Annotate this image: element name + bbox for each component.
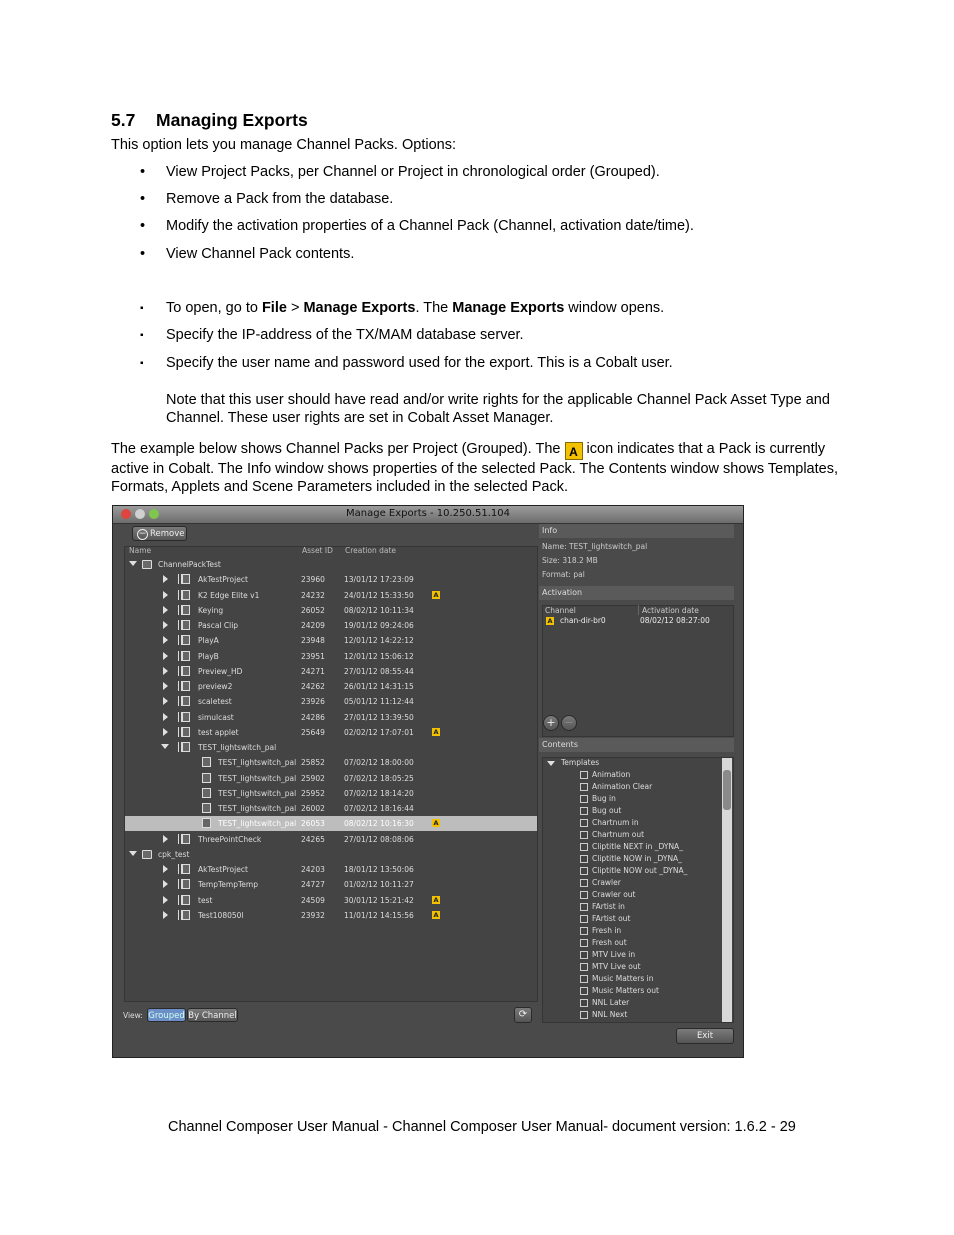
pack-row[interactable] (125, 801, 537, 816)
active-badge-icon: A (433, 819, 439, 828)
pack-name: Keying (198, 605, 224, 615)
template-icon (580, 903, 588, 911)
info-size: Size: 318.2 MB (542, 556, 598, 565)
pack-name: K2 Edge Elite v1 (198, 590, 260, 600)
expand-icon[interactable] (163, 835, 168, 843)
contents-section-header: Contents (539, 738, 734, 752)
expand-icon[interactable] (163, 591, 168, 599)
minus-icon: − (138, 529, 147, 539)
window-title: Manage Exports - 10.250.51.104 (346, 508, 510, 519)
template-item[interactable]: Cliptitle NOW out _DYNA_ (592, 866, 687, 875)
template-icon (580, 1011, 588, 1019)
section-title: Managing Exports (156, 110, 308, 130)
pack-name: TEST_lightswitch_pal (218, 788, 297, 798)
pack-row[interactable] (125, 771, 537, 786)
example-paragraph: The example below shows Channel Packs per Project (Grouped). The A icon indicates that a Pack is currently active in Cobalt. The Info window shows properties of the selected Pack. The Contents window shows Templates, Formats, Applets and Scene Parameters included in the selected Pack. (111, 441, 838, 495)
expand-icon[interactable] (163, 652, 168, 660)
pack-name: TempTempTemp (198, 880, 258, 890)
pack-date: 26/01/12 14:31:15 (344, 682, 414, 691)
project-icon (181, 681, 190, 691)
project-icon (181, 712, 190, 722)
template-item[interactable]: Crawler out (592, 890, 636, 899)
project-icon (181, 635, 190, 645)
template-item[interactable]: MTV Live out (592, 962, 641, 971)
templates-folder[interactable]: Templates (561, 758, 600, 767)
expand-icon[interactable] (163, 636, 168, 644)
project-icon (181, 696, 190, 706)
template-item[interactable]: Chartnum out (592, 830, 644, 839)
contents-tree[interactable] (542, 757, 734, 1023)
template-icon (580, 879, 588, 887)
project-icon (181, 864, 190, 874)
option-item: • Remove a Pack from the database. (140, 191, 394, 207)
by-channel-toggle[interactable]: By Channel (187, 1008, 238, 1022)
pack-date: 12/01/12 15:06:12 (344, 651, 414, 661)
pack-row[interactable] (125, 588, 537, 603)
pack-name: TEST_lightswitch_pal (218, 758, 297, 768)
pack-asset-id: 24232 (301, 590, 325, 600)
refresh-icon[interactable]: ⟳ (514, 1007, 532, 1023)
template-item[interactable]: Cliptitle NEXT in _DYNA_ (592, 842, 683, 851)
pack-name: TEST_lightswitch_pal (198, 743, 277, 752)
pack-name: PlayA (198, 636, 219, 646)
grouped-toggle[interactable]: Grouped (147, 1008, 186, 1022)
window-titlebar (113, 506, 743, 524)
template-icon (580, 795, 588, 803)
pack-asset-id: 25649 (301, 727, 325, 737)
creation-date-column-header[interactable]: Creation date (345, 546, 397, 555)
pack-name: AkTestProject (198, 865, 248, 874)
pack-date: 12/01/12 14:22:12 (344, 636, 414, 646)
pack-asset-id: 24209 (301, 621, 325, 630)
template-icon (580, 771, 588, 779)
pack-asset-id: 24286 (301, 712, 325, 722)
expand-icon[interactable] (163, 682, 168, 690)
manage-exports-window (112, 505, 744, 1058)
activation-date[interactable]: 08/02/12 08:27:00 (640, 616, 710, 625)
active-pack-icon: A (565, 442, 583, 460)
collapse-icon[interactable] (129, 561, 137, 566)
pack-asset-id: 24271 (301, 666, 325, 676)
option-item: • Modify the activation properties of a Channel Pack (Channel, activation date/time). (140, 218, 694, 234)
pack-row[interactable] (125, 832, 537, 847)
pack-row[interactable] (125, 572, 537, 587)
project-icon (202, 757, 211, 767)
expand-icon[interactable] (163, 697, 168, 705)
pack-date: 05/01/12 11:12:44 (344, 697, 414, 707)
pack-row[interactable] (125, 755, 537, 770)
pack-row[interactable] (125, 633, 537, 648)
expand-icon[interactable] (163, 880, 168, 888)
template-icon (580, 855, 588, 863)
remove-button[interactable]: − Remove (132, 526, 187, 541)
activation-section-header: Activation (539, 586, 734, 600)
pack-row[interactable] (125, 618, 537, 633)
active-badge-icon: A (433, 895, 439, 904)
pack-row[interactable] (125, 908, 537, 923)
step-item: ▪ Specify the IP-address of the TX/MAM database server. (140, 327, 524, 343)
pack-date: 27/01/12 08:08:06 (344, 834, 414, 844)
pack-name: PlayB (198, 651, 219, 661)
template-icon (580, 999, 588, 1007)
pack-date: 08/02/12 10:16:30 (344, 819, 414, 829)
project-icon (181, 651, 190, 661)
pack-date: 27/01/12 08:55:44 (344, 666, 414, 676)
pack-name: cpk_test (158, 849, 190, 859)
expand-icon[interactable] (163, 575, 168, 583)
template-icon (580, 927, 588, 935)
template-item[interactable]: Fresh in (592, 926, 621, 935)
pack-asset-id: 24727 (301, 880, 325, 890)
template-item[interactable]: Chartnum in (592, 818, 639, 827)
pack-row[interactable] (125, 649, 537, 664)
pack-date: 27/01/12 13:39:50 (344, 712, 414, 722)
info-name: Name: TEST_lightswitch_pal (542, 542, 648, 551)
pack-row[interactable] (125, 862, 537, 877)
expand-icon[interactable] (163, 606, 168, 614)
project-icon (181, 742, 190, 752)
add-activation-button[interactable]: + (543, 715, 559, 731)
package-icon (142, 850, 152, 859)
template-icon (580, 783, 588, 791)
pack-asset-id: 25952 (301, 788, 325, 798)
project-icon (181, 605, 190, 615)
pack-asset-id: 26002 (301, 804, 325, 813)
template-item[interactable]: NNL Later (592, 998, 629, 1007)
pack-date: 24/01/12 15:33:50 (344, 590, 414, 600)
collapse-icon[interactable] (129, 851, 137, 856)
template-item[interactable]: Bug in (592, 794, 616, 803)
pack-row[interactable] (125, 679, 537, 694)
note-text: Note that this user should have read and/or write rights for the applicable Channel Pack Asset Type and Channel. These user rights are set in Cobalt Asset Manager. (166, 392, 830, 426)
pack-name: TEST_lightswitch_pal (218, 819, 297, 829)
section-heading (111, 110, 308, 131)
template-item[interactable]: Animation Clear (592, 782, 652, 791)
active-badge-icon: A (547, 617, 553, 625)
pack-asset-id: 23960 (301, 575, 325, 585)
activation-channel-header[interactable]: Channel (545, 606, 576, 615)
pack-name: test applet (198, 727, 239, 737)
project-icon (181, 727, 190, 737)
pack-asset-id: 23948 (301, 636, 325, 646)
pack-name: TEST_lightswitch_pal (218, 804, 297, 813)
expand-icon[interactable] (163, 621, 168, 629)
pack-date: 08/02/12 10:11:34 (344, 605, 414, 615)
pack-asset-id: 24265 (301, 834, 325, 844)
scrollbar-thumb[interactable] (723, 770, 731, 810)
exit-button[interactable]: Exit (676, 1028, 734, 1044)
template-icon (580, 939, 588, 947)
pack-row[interactable] (125, 877, 537, 892)
pack-date: 19/01/12 09:24:06 (344, 621, 414, 630)
pack-date: 07/02/12 18:14:20 (344, 788, 414, 798)
pack-asset-id: 23926 (301, 697, 325, 707)
project-icon (181, 895, 190, 905)
expand-icon[interactable] (163, 667, 168, 675)
pack-asset-id: 25852 (301, 758, 325, 768)
project-icon (181, 590, 190, 600)
template-icon (580, 819, 588, 827)
pack-name: preview2 (198, 682, 233, 691)
pack-date: 13/01/12 17:23:09 (344, 575, 414, 585)
template-icon (580, 987, 588, 995)
templates-expand-icon[interactable] (547, 761, 555, 766)
pack-row[interactable] (125, 603, 537, 618)
pack-asset-id: 23951 (301, 651, 325, 661)
template-icon (580, 963, 588, 971)
expand-icon[interactable] (163, 728, 168, 736)
pack-row[interactable] (125, 847, 537, 862)
collapse-icon[interactable] (161, 744, 169, 749)
activation-channel[interactable]: chan-dir-br0 (560, 616, 606, 625)
project-icon (181, 910, 190, 920)
pack-date: 02/02/12 17:07:01 (344, 727, 414, 737)
pack-date: 30/01/12 15:21:42 (344, 895, 414, 905)
project-icon (181, 574, 190, 584)
step-item: ▪ To open, go to File > Manage Exports. The Manage Exports window opens. (140, 300, 665, 316)
pack-row[interactable] (125, 710, 537, 725)
pack-name: scaletest (198, 697, 232, 707)
pack-date: 01/02/12 10:11:27 (344, 880, 414, 890)
pack-row[interactable] (125, 740, 537, 755)
template-item[interactable]: FArtist out (592, 914, 630, 923)
pack-asset-id: 24509 (301, 895, 325, 905)
pack-name: Preview_HD (198, 666, 243, 676)
step-item: ▪ Specify the user name and password used for the export. This is a Cobalt user. (140, 355, 673, 371)
project-icon (181, 620, 190, 630)
name-column-header[interactable]: Name (129, 546, 152, 555)
pack-asset-id: 23932 (301, 910, 325, 920)
info-section-header: Info (539, 524, 734, 538)
pack-name: TEST_lightswitch_pal (218, 773, 297, 783)
package-icon (142, 560, 152, 569)
expand-icon[interactable] (163, 713, 168, 721)
pack-row[interactable] (125, 664, 537, 679)
pack-row[interactable] (125, 786, 537, 801)
pack-row[interactable] (125, 893, 537, 908)
template-item[interactable]: MTV Live in (592, 950, 635, 959)
active-badge-icon: A (433, 910, 439, 919)
project-icon (202, 788, 211, 798)
view-label: View: (123, 1011, 143, 1020)
template-icon (580, 867, 588, 875)
active-badge-icon: A (433, 590, 439, 599)
pack-date: 18/01/12 13:50:06 (344, 865, 414, 874)
template-icon (580, 915, 588, 923)
pack-name: Test108050l (198, 910, 244, 920)
page-footer: Channel Composer User Manual - Channel Composer User Manual- document version: 1.6.2 - 29 (168, 1119, 796, 1135)
template-item[interactable]: Bug out (592, 806, 621, 815)
pack-date: 07/02/12 18:00:00 (344, 758, 414, 768)
project-icon (181, 666, 190, 676)
template-icon (580, 891, 588, 899)
active-badge-icon: A (433, 727, 439, 736)
pack-name: simulcast (198, 712, 234, 722)
project-icon (202, 818, 211, 828)
project-icon (202, 803, 211, 813)
template-icon (580, 831, 588, 839)
section-number: 5.7 (111, 110, 136, 130)
pack-date: 07/02/12 18:16:44 (344, 804, 414, 813)
pack-asset-id: 24203 (301, 865, 325, 874)
template-item[interactable]: Music Matters in (592, 974, 654, 983)
pack-date: 11/01/12 14:15:56 (344, 910, 414, 920)
template-icon (580, 951, 588, 959)
expand-icon[interactable] (163, 911, 168, 919)
info-format: Format: pal (542, 570, 585, 579)
project-icon (181, 879, 190, 889)
template-item[interactable]: Music Matters out (592, 986, 659, 995)
pack-name: ThreePointCheck (198, 834, 262, 844)
contents-scrollbar[interactable] (722, 758, 732, 1022)
pack-asset-id: 25902 (301, 773, 325, 783)
activation-date-header[interactable]: Activation date (642, 606, 699, 615)
template-item[interactable]: Animation (592, 770, 630, 779)
remove-activation-button[interactable]: − (561, 715, 577, 731)
template-icon (580, 843, 588, 851)
template-icon (580, 975, 588, 983)
pack-date: 07/02/12 18:05:25 (344, 773, 414, 783)
template-item[interactable]: FArtist in (592, 902, 625, 911)
pack-asset-id: 26053 (301, 819, 325, 829)
intro-text: This option lets you manage Channel Packs. Options: (111, 137, 456, 153)
template-item[interactable]: Crawler (592, 878, 621, 887)
pack-name: Pascal Clip (198, 621, 239, 630)
expand-icon[interactable] (163, 896, 168, 904)
pack-asset-id: 24262 (301, 682, 325, 691)
pack-row[interactable] (125, 557, 537, 572)
template-item[interactable]: NNL Next (592, 1010, 627, 1019)
option-item: • View Project Packs, per Channel or Project in chronological order (Grouped). (140, 164, 660, 180)
pack-asset-id: 26052 (301, 605, 325, 615)
template-item[interactable]: Fresh out (592, 938, 627, 947)
project-icon (202, 773, 211, 783)
expand-icon[interactable] (163, 865, 168, 873)
asset-id-column-header[interactable]: Asset ID (302, 546, 333, 555)
project-icon (181, 834, 190, 844)
template-item[interactable]: Cliptitle NOW in _DYNA_ (592, 854, 682, 863)
pack-row[interactable] (125, 694, 537, 709)
option-item: • View Channel Pack contents. (140, 246, 355, 262)
pack-name: test (198, 895, 213, 905)
pack-name: AkTestProject (198, 575, 248, 585)
template-icon (580, 807, 588, 815)
pack-row[interactable] (125, 725, 537, 740)
pack-name: ChannelPackTest (158, 560, 221, 569)
pack-row[interactable] (125, 816, 537, 831)
